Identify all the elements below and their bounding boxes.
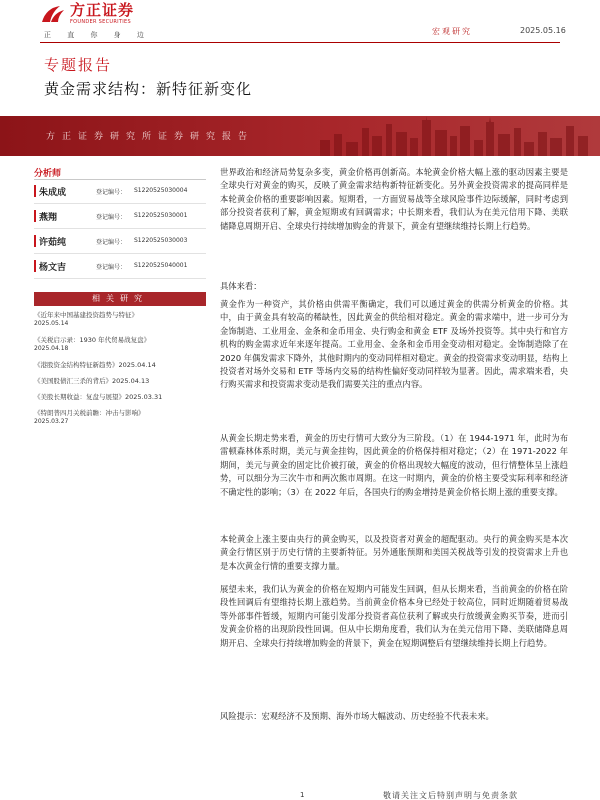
related-research-item[interactable] <box>34 409 206 426</box>
disclaimer-note[interactable]: 敬请关注文后特别声明与免责条款 <box>383 791 518 800</box>
related-research-item[interactable] <box>34 361 206 370</box>
analyst-entry <box>34 182 206 204</box>
analyst-marker <box>34 210 36 222</box>
registration-label: 登记编号： <box>96 264 127 271</box>
logo-mark-icon <box>40 4 66 24</box>
banner-text: 方正证券研究所证券研究报告 <box>46 132 255 142</box>
related-research-title[interactable]: 《美国股债汇三杀的背后》2025.04.13 <box>34 377 150 385</box>
registration-label: 登记编号： <box>96 189 127 196</box>
risk-warning: 风险提示：宏观经济不及预期、海外市场大幅波动、历史经验不代表未来。 <box>220 711 494 721</box>
related-research-item[interactable] <box>34 377 206 386</box>
body-paragraph: 黄金作为一种资产，其价格由供需平衡确定，我们可以通过黄金的供需分析黄金的价格。其中，由于黄金具有较高的稀缺性，因此黄金的供给相对稳定。黄金的需求端中，进一步可分为金饰制造、工业用金、金条和金币用金、央行购金和黄金 ETF 及场外投资等。其中央行和官方机构的购金需求近年来逐年提高。工业用金、金条和金币用金变动相对稳定。金饰制造除了在 2020 年偶发需求下降外，其他时期内的变动同样相对稳定。黄金的投资需求变动明显，结构上投资者对场外交易和 ETF 等场内交易的结构性偏好变动同样较为显著。因此，需求端来看，央行购买需求和投资需求变动是我们需要关注的重点内容。 <box>220 299 568 390</box>
related-research-item[interactable] <box>34 336 206 353</box>
registration-label: 登记编号： <box>96 239 127 246</box>
related-research-item[interactable] <box>34 311 206 328</box>
related-research-date: 2025.05.14 <box>34 320 69 327</box>
analyst-name: 许茹纯 <box>39 238 67 248</box>
analyst-marker <box>34 185 36 197</box>
summary-paragraph: 世界政治和经济局势复杂多变，黄金价格再创新高。本轮黄金价格大幅上涨的驱动因素主要是全球央行对黄金的购买，反映了黄金需求结构新特征新变化。另外黄金投资需求的提高同样是本轮黄金价格的重要影响因素。短期看，一方面贸易战等全球风险事件边际缓解，同时考虑到部分投资者获利了解，黄金短期或有回调需求；中长期来看，我们认为在美元信用下降、美联储降息周期开启、全球央行持续增加购金的背景下，黄金有望继续维持长期上行趋势。 <box>220 167 568 231</box>
registration-number: S1220525030004 <box>134 187 188 194</box>
logo-name-cn: 方正证券 <box>70 1 135 19</box>
skyline-illustration-icon <box>300 116 600 156</box>
registration-label: 登记编号： <box>96 214 127 221</box>
banner <box>0 116 600 156</box>
slogan: 正 直 你 身 边 <box>44 31 151 39</box>
company-logo <box>40 2 134 32</box>
related-research-title[interactable]: 《美股长期收益：复盘与展望》2025.03.31 <box>34 393 163 401</box>
registration-number: S1220525040001 <box>134 262 188 269</box>
analyst-heading: 分析师 <box>34 169 62 179</box>
analyst-name: 燕翔 <box>39 213 58 223</box>
document-type: 宏观研究 <box>432 27 472 36</box>
related-research-item[interactable] <box>34 393 206 402</box>
subheading-paragraph: 具体来看： <box>220 281 262 291</box>
page-number: 1 <box>300 791 305 799</box>
related-research-title[interactable]: 《港股资金结构特征新趋势》2025.04.14 <box>34 361 156 369</box>
analyst-name: 杨文吉 <box>39 263 67 273</box>
logo-name-en: FOUNDER SECURITIES <box>70 19 131 25</box>
related-research-title[interactable]: 《特朗普四月关税前瞻：冲击与影响》 <box>34 409 145 417</box>
registration-number: S1220525030003 <box>134 237 188 244</box>
related-research-title[interactable]: 《近年来中国基建投资趋势与特征》 <box>34 311 138 319</box>
analyst-divider <box>34 179 206 180</box>
report-date: 2025.05.16 <box>520 26 566 35</box>
analyst-name: 朱成成 <box>39 188 67 198</box>
analyst-entry <box>34 232 206 254</box>
related-research-title[interactable]: 《关税启示录：1930 年代贸易战复盘》 <box>34 336 151 344</box>
related-research-date: 2025.04.18 <box>34 345 69 352</box>
analyst-entry <box>34 207 206 229</box>
analyst-entry <box>34 257 206 279</box>
report-category: 专题报告 <box>44 56 113 74</box>
related-research-heading <box>34 292 206 306</box>
analyst-marker <box>34 260 36 272</box>
header-divider <box>40 42 560 43</box>
body-paragraph: 从黄金长期走势来看，黄金的历史行情可大致分为三阶段。（1）在 1944-1971 年，此时为布雷顿森林体系时期，美元与黄金挂钩，因此黄金的价格保持相对稳定；（2）在 1971-2022 年期间，美元与黄金的固定比价被打破，黄金的价格出现较大幅度的波动，但行情整体呈上涨趋势，可以细分为三次牛市和两次熊市周期。在这一时期内，黄金的价格主要受实际利率和经济不确定性的影响；（3）在 2022 年后，各国央行的购金增持是黄金价格长期上涨的重要支撑。 <box>220 433 568 497</box>
registration-number: S1220525030001 <box>134 212 188 219</box>
outlook-paragraph: 展望未来，我们认为黄金的价格在短期内可能发生回调，但从长期来看，当前黄金的价格在阶段性回调后有望维持长期上涨趋势。当前黄金价格本身已经处于较高位，同时近期随着贸易战等外部事件暂缓，短期内可能引发部分投资者高位获利了解或央行放缓黄金购买节奏，进而引发黄金价格的出现阶段性回调。但从中长期角度看，我们认为在美元信用下降、美联储降息周期开启、全球央行持续增加购金的背景下，黄金在短期调整后有望继续维持长期上行趋势。 <box>220 584 568 648</box>
related-research-heading-text: 相关研究 <box>92 294 148 303</box>
analyst-marker <box>34 235 36 247</box>
body-paragraph: 本轮黄金上涨主要由央行的黄金购买，以及投资者对黄金的超配驱动。央行的黄金购买是本次黄金行情区别于历史行情的主要新特征。另外通胀预期和美国关税战等引发的投资需求上升也是本次黄金行情的重要支撑力量。 <box>220 534 568 571</box>
related-research-date: 2025.03.27 <box>34 418 69 425</box>
report-title: 黄金需求结构：新特征新变化 <box>44 80 253 98</box>
